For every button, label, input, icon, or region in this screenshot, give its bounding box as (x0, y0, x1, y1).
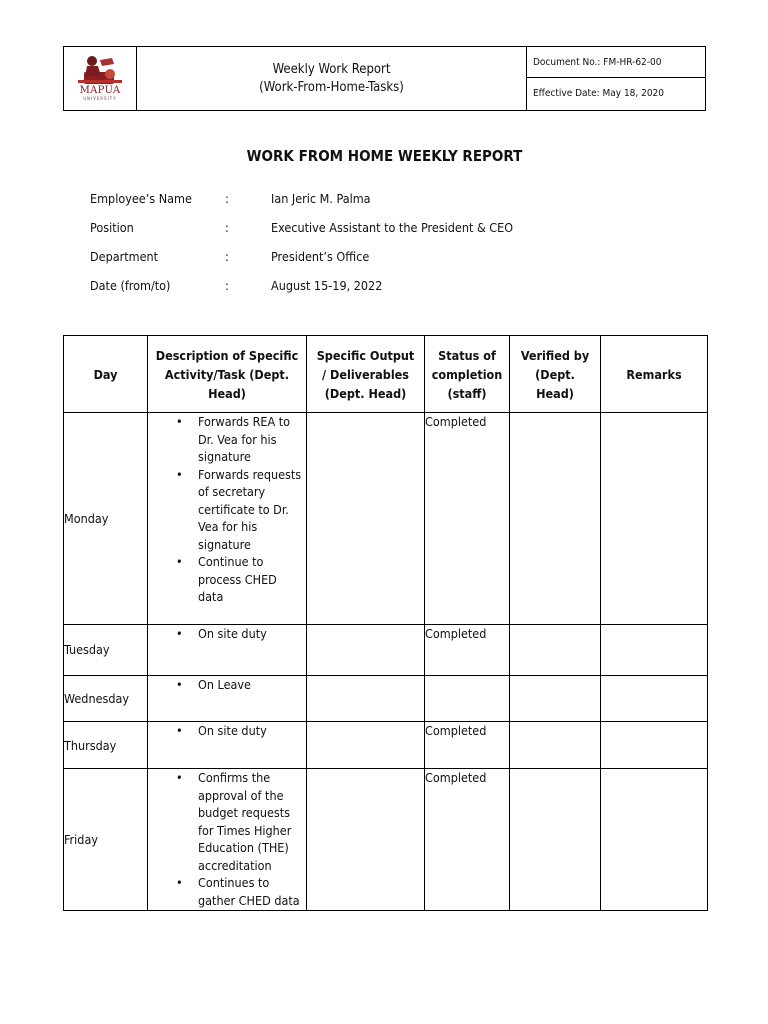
activity-item (148, 722, 306, 740)
status-cell: Completed (425, 769, 510, 911)
activity-item (148, 874, 306, 909)
logo-wordmark: MAPÚA (79, 85, 121, 96)
remarks-cell (601, 413, 708, 625)
activity-text: Continue to process CHED data (198, 554, 277, 604)
verified-cell (510, 676, 601, 722)
activity-text: On site duty (198, 723, 267, 738)
verified-cell (510, 413, 601, 625)
bullet: • (176, 677, 183, 692)
activity-text: Forwards REA to Dr. Vea for his signature (198, 414, 291, 464)
day-cell: Monday (64, 413, 148, 625)
day-cell: Thursday (64, 722, 148, 769)
activity-item (148, 466, 306, 554)
remarks-cell (601, 676, 708, 722)
info-colon: : (225, 220, 229, 235)
bullet: • (176, 723, 183, 738)
form-title: Weekly Work Report (272, 62, 391, 77)
logo-subtext: UNIVERSITY (83, 96, 117, 101)
header-output: Specific Output / Deliverables (Dept. Head) (307, 336, 425, 413)
output-cell (307, 625, 425, 676)
table-row (64, 625, 708, 676)
date-range-value: August 15-19, 2022 (271, 278, 383, 293)
verified-cell (510, 625, 601, 676)
weekly-report-table (63, 335, 708, 911)
activity-text: Continues to gather CHED data (198, 875, 300, 908)
activity-cell (148, 413, 307, 625)
info-label: Date (from/to) (90, 278, 171, 293)
bullet: • (176, 770, 183, 785)
activity-item (148, 769, 306, 874)
document-info-cell (527, 47, 705, 110)
remarks-cell (601, 625, 708, 676)
remarks-cell (601, 769, 708, 911)
logo-cell (64, 47, 137, 110)
bullet: • (176, 554, 183, 569)
table-row (64, 722, 708, 769)
remarks-cell (601, 722, 708, 769)
info-colon: : (225, 278, 229, 293)
activity-item (148, 676, 306, 694)
activity-text: Forwards requests of secretary certificate to Dr. Vea for his signature (198, 466, 302, 552)
header-remarks: Remarks (601, 336, 708, 413)
activity-text: On Leave (198, 677, 251, 692)
output-cell (307, 769, 425, 911)
form-title-cell (137, 47, 527, 110)
status-cell (425, 676, 510, 722)
info-label: Employee’s Name (90, 191, 192, 206)
effective-date: Effective Date: May 18, 2020 (533, 88, 665, 99)
verified-cell (510, 722, 601, 769)
activity-item (148, 413, 306, 466)
table-header-row (64, 336, 708, 413)
output-cell (307, 676, 425, 722)
info-colon: : (225, 191, 229, 206)
table-row (64, 676, 708, 722)
day-cell: Tuesday (64, 625, 148, 676)
form-subtitle: (Work-From-Home-Tasks) (259, 80, 404, 95)
activity-text: On site duty (198, 626, 267, 641)
day-cell: Friday (64, 769, 148, 911)
activity-cell (148, 625, 307, 676)
position-value: Executive Assistant to the President & CEO (271, 220, 514, 235)
activity-text: Confirms the approval of the budget requests for Times Higher Education (THE) accreditation (198, 770, 292, 873)
table-row (64, 413, 708, 625)
bullet: • (176, 875, 183, 890)
employee-name-value: Ian Jeric M. Palma (271, 191, 371, 206)
status-cell: Completed (425, 413, 510, 625)
verified-cell (510, 769, 601, 911)
bullet: • (176, 466, 183, 482)
header-day: Day (64, 336, 148, 413)
activity-item (148, 553, 306, 606)
activity-item (148, 625, 306, 643)
header-verified: Verified by (Dept. Head) (510, 336, 601, 413)
info-label: Position (90, 220, 134, 235)
mapua-logo-icon (70, 52, 130, 86)
info-label: Department (90, 249, 159, 264)
day-cell: Wednesday (64, 676, 148, 722)
info-colon: : (225, 249, 229, 264)
activity-cell (148, 769, 307, 911)
activity-cell (148, 722, 307, 769)
status-cell: Completed (425, 625, 510, 676)
document-header (63, 46, 706, 111)
bullet: • (176, 414, 183, 429)
status-cell: Completed (425, 722, 510, 769)
output-cell (307, 413, 425, 625)
output-cell (307, 722, 425, 769)
table-row (64, 769, 708, 911)
department-value: President’s Office (271, 249, 370, 264)
page-title: WORK FROM HOME WEEKLY REPORT (246, 147, 523, 165)
document-number: Document No.: FM-HR-62-00 (527, 47, 705, 78)
bullet: • (176, 626, 183, 641)
header-description: Description of Specific Activity/Task (Dept. Head) (148, 336, 307, 413)
header-status: Status of completion (staff) (425, 336, 510, 413)
activity-cell (148, 676, 307, 722)
